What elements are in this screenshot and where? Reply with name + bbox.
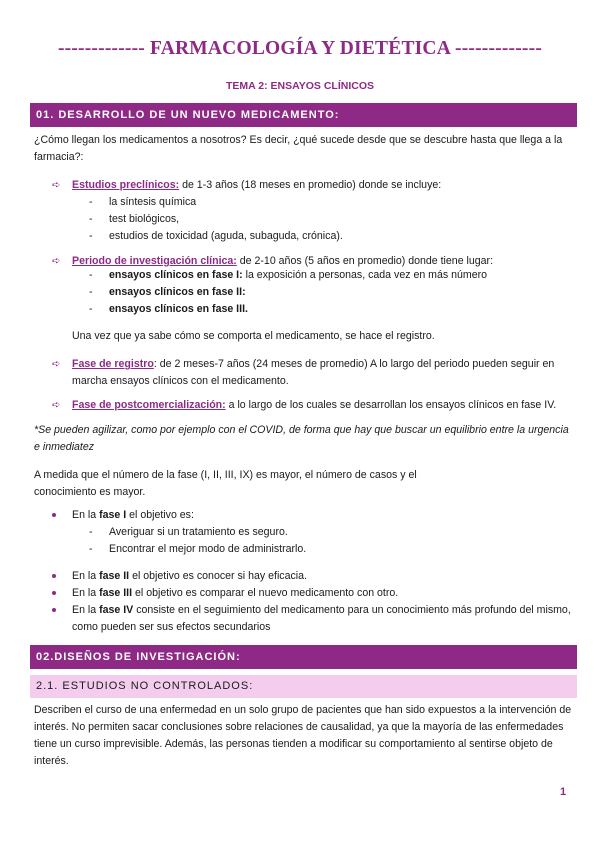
dot-icon [52,574,56,578]
phase-bullet-2: En la fase II el objetivo es conocer si hay eficacia. [52,568,572,585]
document-title: ------------- FARMACOLOGÍA Y DIETÉTICA ------------- [57,38,543,59]
dash-icon: - [89,286,93,298]
phase-bullet-1: En la fase I el objetivo es: [52,507,572,524]
subsection-heading-2-1: 2.1. ESTUDIOS NO CONTROLADOS: [30,675,577,698]
list-item: - Averiguar si un tratamiento es seguro. [89,524,569,541]
dot-icon [52,513,56,517]
dash-icon: - [89,230,93,242]
dash-icon: - [89,303,93,315]
topic-title: TEMA 2: ENSAYOS CLÍNICOS [226,80,374,92]
arrow-right-icon: ➪ [52,180,61,191]
intro-paragraph: ¿Cómo llegan los medicamentos a nosotros? Es decir, ¿qué sucede desde que se descubre hasta que llega a la farmacia?: [34,134,563,163]
section-heading-1: 01. DESARROLLO DE UN NUEVO MEDICAMENTO: [30,103,577,127]
phase-name: Fase de postcomercialización: [72,399,226,411]
dot-icon [52,591,56,595]
list-item: - Encontrar el mejor modo de administrarlo. [89,541,569,558]
phase-name: Fase de registro [72,358,154,370]
phase-item-postmarketing [52,397,572,414]
phase-desc: de 1-3 años (18 meses en promedio) donde se incluye: [179,179,442,191]
arrow-right-icon: ➪ [52,359,61,370]
phase-desc: : de 2 meses-7 años (24 meses de promedio) A lo largo del periodo pueden seguir en marcha ensayos clínicos con el medicamento. [72,358,555,387]
dash-icon: - [89,196,93,208]
phase-bullet-4: En la fase IV consiste en el seguimiento del medicamento para un conocimiento más profundo del mismo, como pueden ser sus efectos secundarios [52,602,572,636]
dot-icon [52,608,56,612]
phase-item-registration [52,356,572,390]
arrow-right-icon: ➪ [52,400,61,411]
phase-desc: a lo largo de los cuales se desarrollan los ensayos clínicos en fase IV. [225,399,557,411]
phase-item-preclinical [52,177,572,194]
dash-icon: - [89,269,93,281]
list-item: - ensayos clínicos en fase II: [89,284,569,301]
arrow-right-icon: ➪ [52,256,61,267]
summary-paragraph: A medida que el número de la fase (I, II, III, IX) es mayor, el número de casos y el conocimiento es mayor. [34,469,417,498]
dash-icon: - [89,543,93,555]
section-heading-2: 02.DISEÑOS DE INVESTIGACIÓN: [30,645,577,669]
list-item: - ensayos clínicos en fase III. [89,301,569,318]
list-item: - la síntesis química [89,194,569,211]
phase-bullet-3: En la fase III el objetivo es comparar el nuevo medicamento con otro. [52,585,572,602]
dash-icon: - [89,526,93,538]
list-item: - ensayos clínicos en fase I: la exposición a personas, cada vez en más número [89,267,569,284]
italic-note: *Se pueden agilizar, como por ejemplo con el COVID, de forma que hay que buscar un equilibrio entre la urgencia e inmediatez [34,424,569,453]
registration-note: Una vez que ya sabe cómo se comporta el medicamento, se hace el registro. [72,330,435,342]
phase-desc: de 2-10 años (5 años en promedio) donde tiene lugar: [236,255,494,267]
uncontrolled-studies-paragraph: Describen el curso de una enfermedad en un solo grupo de pacientes que han sido expuestos a la intervención de interés. No permiten sacar conclusiones sobre relaciones de causalidad, ya que la mayoría de las enfermedades tiene un curso imprevisible. Además, las personas tienden a modificar su comportamiento al sentirse objeto de interés. [34,704,572,767]
list-item: - estudios de toxicidad (aguda, subaguda, crónica). [89,228,569,245]
phase-name: Periodo de investigación clínica: [72,255,237,267]
phase-name: Estudios preclínicos: [72,179,180,191]
dash-icon: - [89,213,93,225]
list-item: - test biológicos, [89,211,569,228]
page-number: 1 [560,786,567,798]
